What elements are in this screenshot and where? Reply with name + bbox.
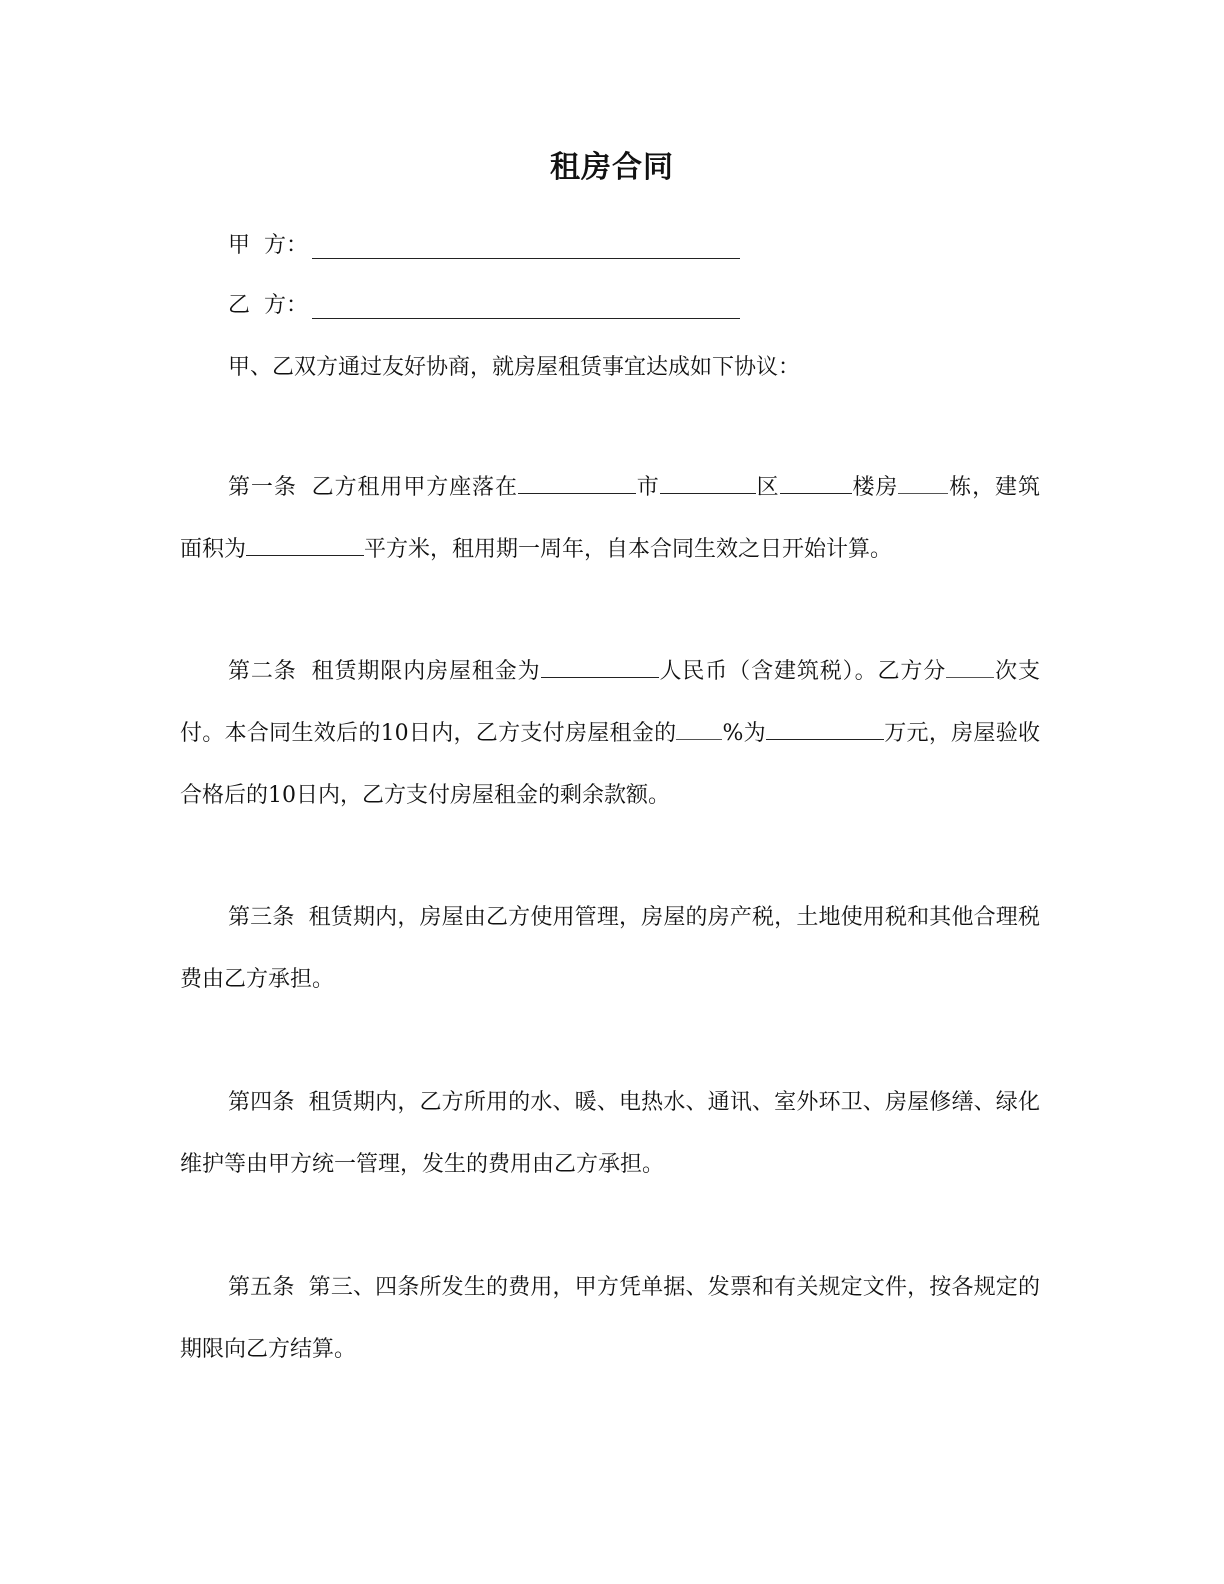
clause-4 <box>180 1072 1040 1196</box>
clause-2-text: 人民币（含建筑税）。乙方分 <box>658 659 947 684</box>
percent-blank <box>676 717 722 740</box>
intro-text: 甲、乙双方通过友好协商，就房屋租赁事宜达成如下协议： <box>228 355 801 380</box>
amount-blank <box>766 717 884 740</box>
clause-4-text: 租赁期内，乙方所用的水、暖、电热水、通讯、室外环卫、房屋修缮、绿化维护等由甲方统一管理，发生的费用由乙方承担。 <box>180 1090 1040 1177</box>
clause-1-text: 乙方租用甲方座落在 <box>310 475 518 500</box>
installments-blank <box>946 655 994 678</box>
district-blank <box>660 471 756 494</box>
clause-1-text: 楼房 <box>851 475 899 500</box>
party-b-label: 乙 方： <box>228 293 308 318</box>
clause-2-text: %为 <box>722 721 766 746</box>
clause-4-number: 第四条 <box>228 1090 295 1115</box>
clause-1-text: 栋，建筑面积为 <box>180 475 1040 562</box>
clause-1-text: 市 <box>635 475 660 500</box>
city-blank <box>518 471 636 494</box>
rent-blank <box>541 655 659 678</box>
clause-2 <box>180 641 1040 827</box>
clause-1-text: 平方米，租用期一周年，自本合同生效之日开始计算。 <box>364 537 893 562</box>
clause-2-text: 万元，房屋验收合格后的10日内，乙方支付房屋租金的剩余款额。 <box>180 721 1041 808</box>
clause-1-number: 第一条 <box>228 475 297 500</box>
party-a-label: 甲 方： <box>228 233 308 258</box>
area-blank <box>246 533 364 556</box>
clause-5-number: 第五条 <box>228 1275 295 1300</box>
party-b-blank <box>312 296 740 319</box>
building-blank <box>780 471 852 494</box>
clause-5 <box>180 1257 1040 1381</box>
clause-2-text: 次支付。本合同生效后的10日内，乙方支付房屋租金的 <box>180 659 1040 746</box>
clause-3 <box>180 887 1040 1011</box>
clause-3-text: 租赁期内，房屋由乙方使用管理，房屋的房产税，土地使用税和其他合理税费由乙方承担。 <box>180 905 1040 992</box>
clause-1 <box>180 457 1040 581</box>
document-title: 租房合同 <box>550 150 674 185</box>
party-b-row <box>228 288 740 319</box>
clause-1-text: 区 <box>755 475 780 500</box>
clause-2-text: 租赁期限内房屋租金为 <box>310 659 541 684</box>
clause-2-number: 第二条 <box>228 659 297 684</box>
clause-3-number: 第三条 <box>228 905 295 930</box>
clause-5-text: 第三、四条所发生的费用，甲方凭单据、发票和有关规定文件，按各规定的期限向乙方结算。 <box>180 1275 1040 1362</box>
unit-blank <box>898 471 948 494</box>
party-a-row <box>228 228 740 259</box>
party-a-blank <box>312 236 740 259</box>
